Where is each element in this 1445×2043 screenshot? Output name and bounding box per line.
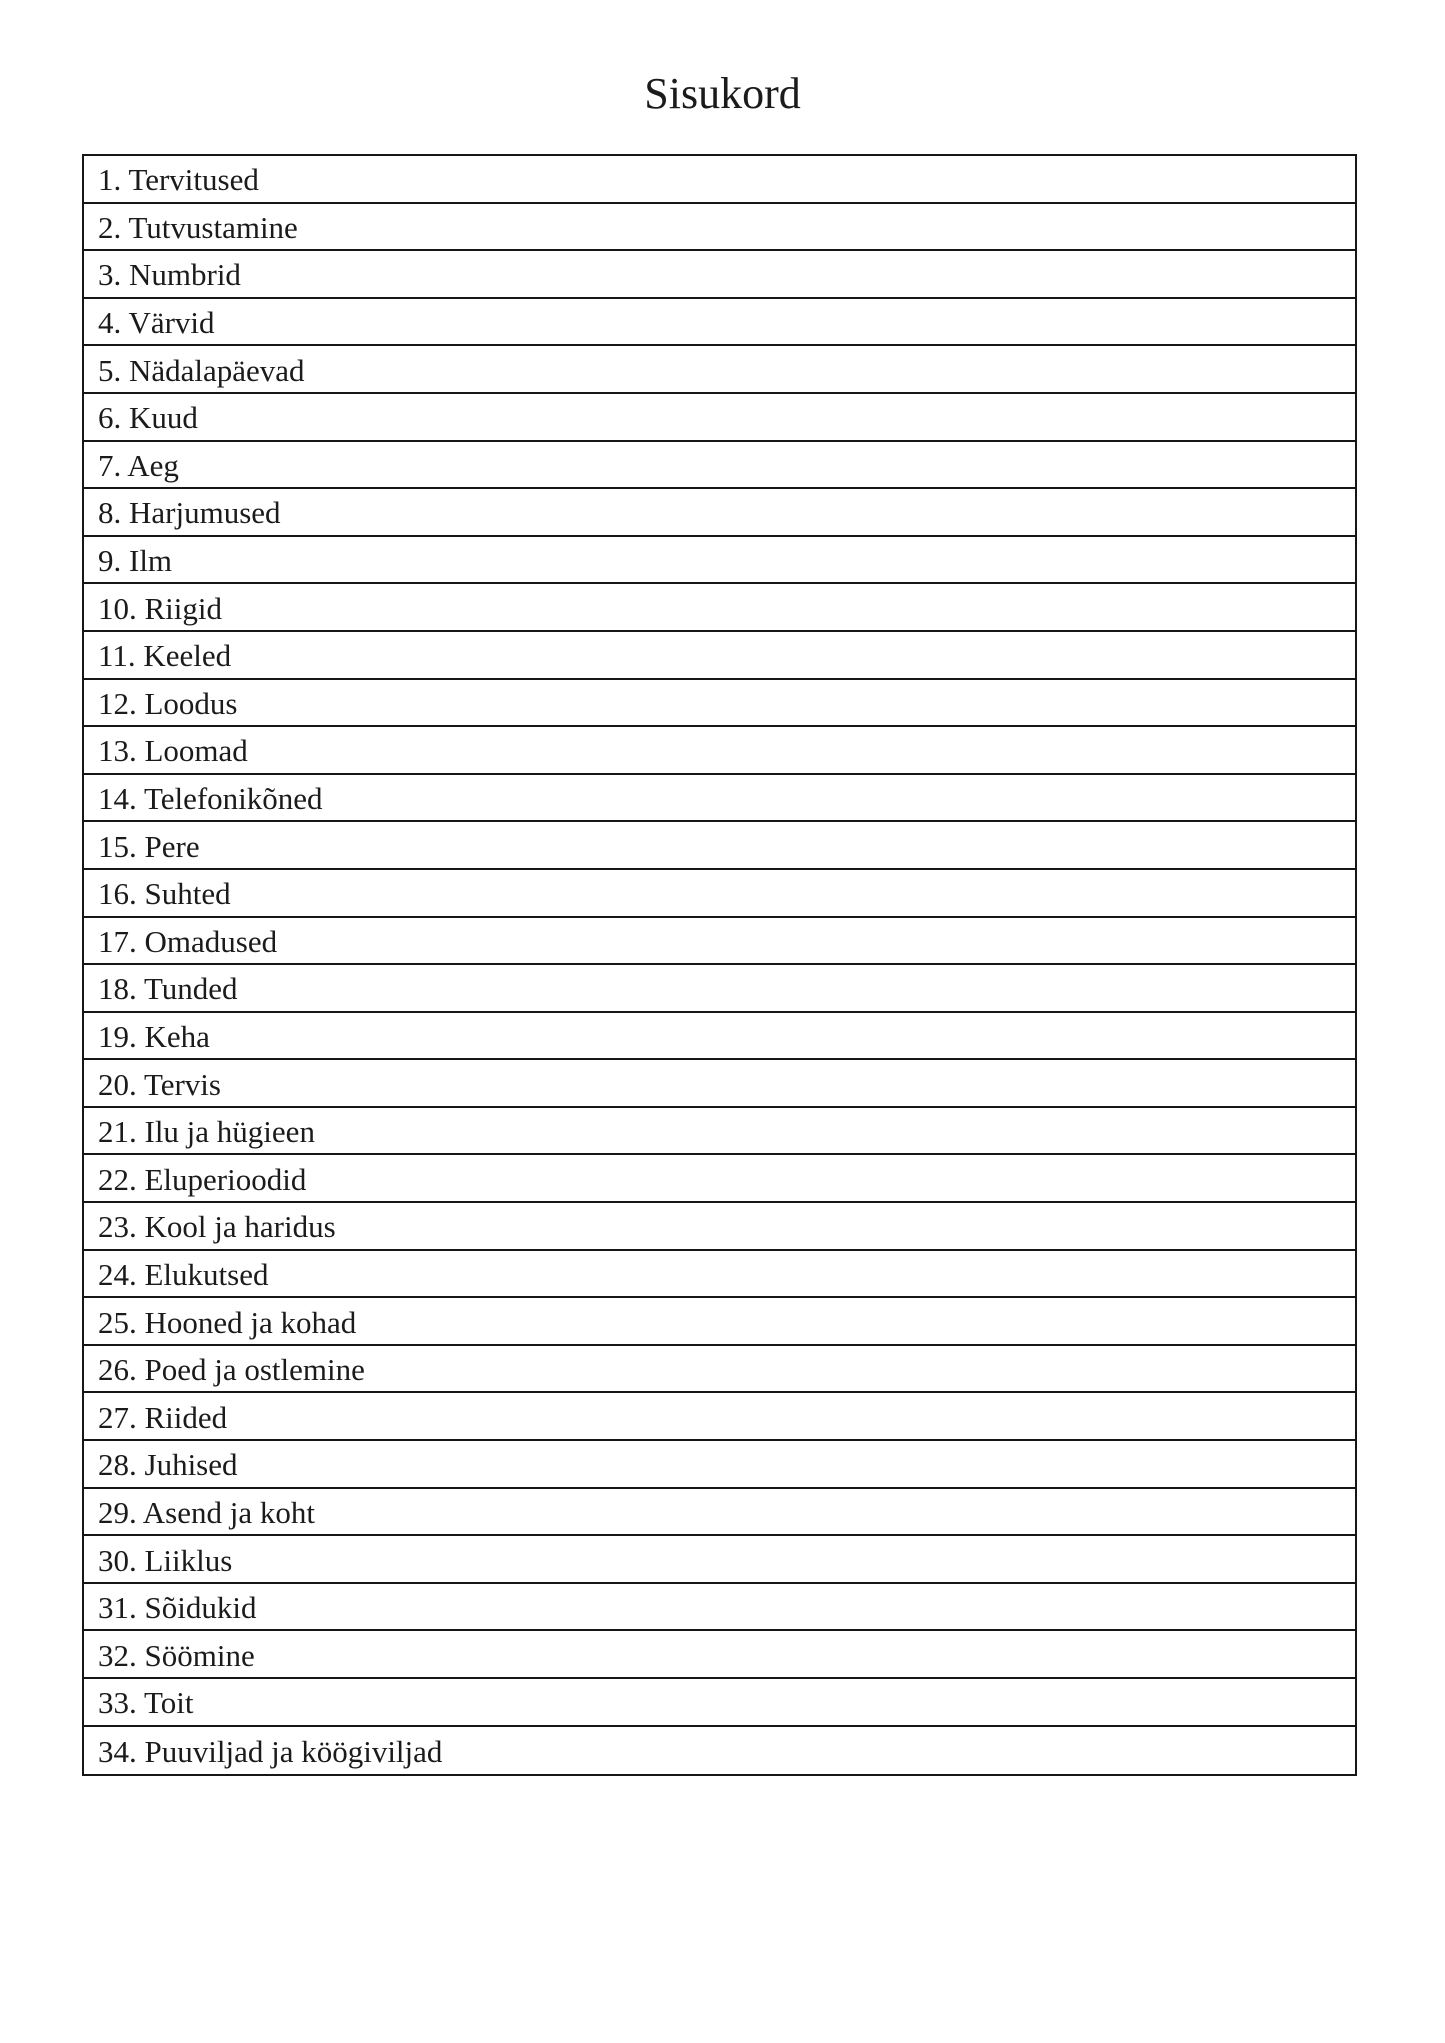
toc-row: 31. Sõidukid [84,1584,1355,1632]
toc-row: 20. Tervis [84,1060,1355,1108]
toc-row: 26. Poed ja ostlemine [84,1346,1355,1394]
toc-row: 34. Puuviljad ja köögiviljad [98,1733,443,1769]
toc-row: 33. Toit [84,1679,1355,1727]
toc-row: 12. Loodus [84,680,1355,728]
toc-row: 2. Tutvustamine [84,204,1355,252]
toc-row: 8. Harjumused [84,489,1355,537]
toc-row: 5. Nädalapäevad [84,346,1355,394]
toc-row: 16. Suhted [84,870,1355,918]
toc-row: 29. Asend ja koht [84,1489,1355,1537]
toc-row: 17. Omadused [84,918,1355,966]
toc-row: 7. Aeg [84,442,1355,490]
toc-row: 27. Riided [84,1393,1355,1441]
toc-row: 24. Elukutsed [84,1251,1355,1299]
toc-row: 1. Tervitused [84,156,1355,204]
toc-row: 28. Juhised [84,1441,1355,1489]
toc-row: 6. Kuud [84,394,1355,442]
toc-row: 22. Eluperioodid [84,1155,1355,1203]
toc-row: 21. Ilu ja hügieen [84,1108,1355,1156]
toc-row: 19. Keha [84,1013,1355,1061]
toc-row: 23. Kool ja haridus [84,1203,1355,1251]
toc-row: 14. Telefonikõned [84,775,1355,823]
toc-row: 11. Keeled [84,632,1355,680]
toc-table [82,154,1357,1776]
toc-row: 13. Loomad [84,727,1355,775]
toc-row: 15. Pere [84,822,1355,870]
toc-row: 30. Liiklus [84,1536,1355,1584]
toc-row: 4. Värvid [84,299,1355,347]
toc-row: 25. Hooned ja kohad [84,1298,1355,1346]
toc-row: 10. Riigid [84,584,1355,632]
toc-row: 3. Numbrid [84,251,1355,299]
toc-row: 18. Tunded [84,965,1355,1013]
toc-row: 9. Ilm [84,537,1355,585]
page-title: Sisukord [644,69,801,118]
toc-row: 32. Söömine [84,1631,1355,1679]
